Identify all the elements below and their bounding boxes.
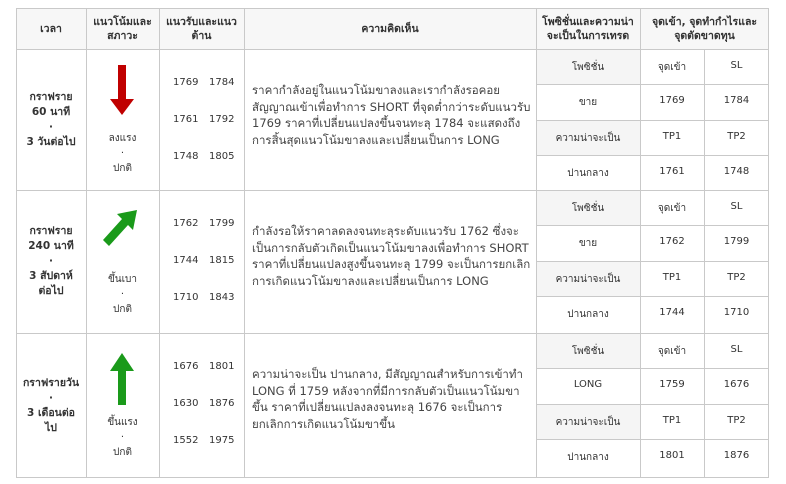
col-divider bbox=[536, 8, 537, 478]
position-header-cell: SL bbox=[730, 59, 743, 71]
position-value-cell: 1784 bbox=[723, 95, 750, 106]
position-header-cell: โพซิชั่น bbox=[571, 345, 605, 357]
header-trend: แนวโน้มและ สภาวะ bbox=[93, 15, 152, 42]
position-header-cell: จุดเข้า bbox=[657, 61, 687, 73]
position-value-cell: 1762 bbox=[659, 236, 685, 247]
header-entry-tp-sl: จุดเข้า, จุดทำกำไรและ จุดตัดขาดทุน bbox=[651, 15, 758, 42]
support-level: 1676 bbox=[173, 361, 199, 372]
position-value-cell: TP2 bbox=[727, 130, 746, 142]
analysis-comment: ราคากำลังอยู่ในแนวโน้มขาลงและเรากำลังรอคอยสัญญาณเข้าเพื่อทำการ SHORT ที่จุดต่ำกว่าระดับแนวรับ 1769 ราคาที่เปลี่ยนแปลงขึ้นจนทะลุ 1784 จะแสดงถึงการสิ้นสุดแนวโน้มขาลงและเปลี่ยนเป็นการ LONG bbox=[252, 83, 531, 147]
position-value-cell: 1769 bbox=[659, 95, 685, 106]
position-value-cell: TP1 bbox=[662, 271, 682, 283]
resistance-level: 1801 bbox=[209, 361, 235, 372]
resistance-level: 1784 bbox=[209, 77, 235, 88]
divider bbox=[536, 120, 769, 121]
position-value-cell: TP2 bbox=[727, 414, 746, 426]
row-divider bbox=[16, 477, 769, 478]
col-divider bbox=[244, 8, 245, 478]
header-time: เวลา bbox=[40, 22, 62, 35]
green-up-arrow-icon bbox=[97, 347, 147, 407]
support-level: 1761 bbox=[173, 114, 199, 125]
row-divider bbox=[16, 333, 769, 334]
position-header-cell: โพซิชั่น bbox=[571, 61, 605, 73]
position-value-cell: 1676 bbox=[723, 379, 750, 390]
divider bbox=[536, 368, 769, 369]
support-level: 1744 bbox=[173, 255, 199, 266]
position-value-cell: TP1 bbox=[662, 130, 682, 142]
divider bbox=[536, 261, 769, 262]
position-value-cell: ความน่าจะเป็น bbox=[555, 132, 621, 144]
resistance-level: 1975 bbox=[209, 435, 235, 446]
col-divider bbox=[16, 8, 17, 478]
position-value-cell: ปานกลาง bbox=[567, 451, 609, 463]
support-level: 1552 bbox=[173, 435, 199, 446]
trend-status-text: ขึ้นแรง · ปกติ bbox=[107, 417, 138, 458]
support-level: 1630 bbox=[173, 398, 199, 409]
resistance-level: 1805 bbox=[209, 151, 235, 162]
resistance-level: 1792 bbox=[209, 114, 235, 125]
green-up-right-arrow-icon bbox=[97, 204, 147, 264]
position-header-cell: จุดเข้า bbox=[657, 202, 687, 214]
position-header-cell: SL bbox=[730, 200, 743, 212]
support-level: 1769 bbox=[173, 77, 199, 88]
divider bbox=[536, 404, 769, 405]
analysis-comment: กำลังรอให้ราคาลดลงจนทะลุระดับแนวรับ 1762 ซึ่งจะเป็นการกลับตัวเกิดเป็นแนวโน้มขาลงเพื่อทำการ SHORT ราคาที่เปลี่ยนแปลงสูงขึ้นจนทะลุ 1799 จะเป็นการยกเลิกการเกิดแนวโน้มขาลงและเปลี่ยนเป็นการ LONG bbox=[252, 224, 531, 288]
position-header-cell: SL bbox=[730, 343, 743, 355]
header-position: โพซิชั่นและความน่า จะเป็นในการเทรด bbox=[542, 15, 634, 42]
divider bbox=[536, 225, 769, 226]
timeframe-label: กราฟรายวัน · 3 เดือนต่อ ไป bbox=[22, 376, 80, 434]
position-value-cell: LONG bbox=[573, 379, 603, 390]
divider bbox=[536, 296, 769, 297]
position-value-cell: ความน่าจะเป็น bbox=[555, 416, 621, 428]
position-value-cell: 1744 bbox=[659, 306, 685, 318]
position-value-cell: 1799 bbox=[723, 236, 750, 247]
position-value-cell: ปานกลาง bbox=[567, 308, 609, 320]
col-divider bbox=[159, 8, 160, 478]
position-value-cell: 1761 bbox=[659, 165, 685, 177]
position-value-cell: 1876 bbox=[723, 449, 750, 461]
position-header-cell: โพซิชั่น bbox=[571, 202, 605, 214]
divider bbox=[536, 84, 769, 85]
row-divider bbox=[16, 8, 769, 9]
trend-status-text: ขึ้นเบา · ปกติ bbox=[107, 274, 138, 315]
support-level: 1710 bbox=[173, 292, 199, 303]
position-value-cell: ขาย bbox=[578, 238, 598, 249]
header-comment: ความคิดเห็น bbox=[361, 22, 419, 35]
position-value-cell: 1748 bbox=[723, 165, 750, 177]
header-support-resistance: แนวรับและแนว ต้าน bbox=[166, 15, 237, 42]
row-divider bbox=[16, 190, 769, 191]
resistance-level: 1799 bbox=[209, 218, 235, 229]
position-value-cell: ความน่าจะเป็น bbox=[555, 273, 621, 285]
position-value-cell: 1801 bbox=[659, 449, 685, 461]
divider bbox=[536, 155, 769, 156]
position-value-cell: 1759 bbox=[659, 379, 685, 390]
timeframe-label: กราฟราย 60 นาที · 3 วันต่อไป bbox=[26, 90, 76, 148]
row-divider bbox=[16, 49, 769, 50]
position-value-cell: 1710 bbox=[723, 306, 750, 318]
resistance-level: 1815 bbox=[209, 255, 235, 266]
position-header-cell: จุดเข้า bbox=[657, 345, 687, 357]
col-divider bbox=[640, 8, 641, 478]
resistance-level: 1843 bbox=[209, 292, 235, 303]
position-value-cell: TP2 bbox=[727, 271, 746, 283]
support-level: 1762 bbox=[173, 218, 199, 229]
timeframe-label: กราฟราย 240 นาที · 3 สัปดาห์ ต่อไป bbox=[28, 225, 74, 297]
resistance-level: 1876 bbox=[209, 398, 235, 409]
col-divider bbox=[768, 8, 769, 478]
trend-status-text: ลงแรง · ปกติ bbox=[108, 133, 137, 174]
trading-analysis-table bbox=[16, 8, 769, 478]
divider bbox=[536, 439, 769, 440]
support-level: 1748 bbox=[173, 151, 199, 162]
analysis-comment: ความน่าจะเป็น ปานกลาง, มีสัญญาณสำหรับการเข้าทำ LONG ที่ 1759 หลังจากที่มีการกลับตัวเป็นแนวโน้มขาขึ้น ราคาที่เปลี่ยนแปลงลงจนทะลุ 1676 จะเป็นการยกเลิกการเกิดแนวโน้มขาขึ้น bbox=[252, 367, 523, 431]
col-divider bbox=[86, 8, 87, 478]
position-value-cell: TP1 bbox=[662, 414, 682, 426]
position-value-cell: ปานกลาง bbox=[567, 167, 609, 179]
col-divider bbox=[704, 49, 705, 478]
red-down-arrow-icon bbox=[97, 63, 147, 123]
position-value-cell: ขาย bbox=[578, 97, 598, 108]
